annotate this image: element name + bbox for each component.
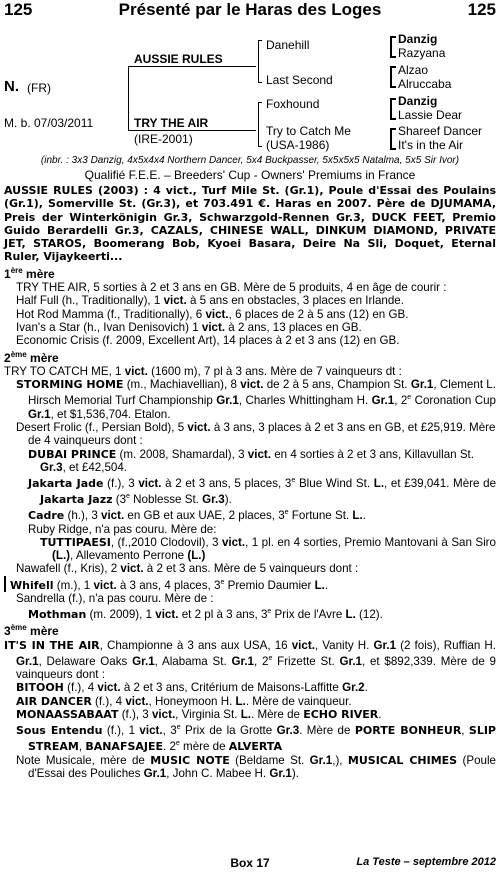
t: Gr.3 xyxy=(276,724,300,738)
page-footer xyxy=(4,856,496,870)
sire-name: AUSSIE RULES xyxy=(134,52,223,66)
t: (m. 2008, Shamardal), 3 xyxy=(116,447,248,461)
t: vict. xyxy=(97,681,121,695)
tuttipaesi xyxy=(4,536,496,563)
t: Frizette St. xyxy=(272,654,340,668)
monaassabaat xyxy=(4,708,496,721)
t: Whifell xyxy=(10,578,54,592)
t: , 1 pl. en 4 sorties, Premio Mantovani à San Siro xyxy=(245,535,496,549)
t: (m. 2009), 1 xyxy=(86,608,156,622)
dubai-prince xyxy=(4,448,496,475)
t: , et $892,339. Mère de 9 vainqueurs dont : xyxy=(16,654,496,682)
air-dancer xyxy=(4,695,496,708)
gp-4: Alruccaba xyxy=(398,77,452,91)
t: Gr.2 xyxy=(342,681,365,695)
t: vict. xyxy=(138,476,162,490)
t: MUSIC NOTE xyxy=(150,753,230,767)
t: Gr.1 xyxy=(339,654,362,668)
t: L. xyxy=(373,476,385,490)
t: e xyxy=(126,493,130,501)
t: L. xyxy=(345,608,356,622)
t: Gr.1 xyxy=(309,753,333,767)
t: (2 fois), Ruffian H. xyxy=(396,638,497,652)
dam-sire: Foxhound xyxy=(266,97,320,111)
t: DUBAI PRINCE xyxy=(28,447,117,461)
dam-dam-origin: (USA-1986) xyxy=(266,138,330,152)
t: e xyxy=(268,654,273,662)
t: (L.) xyxy=(187,549,206,563)
desert-frolic xyxy=(4,421,496,448)
sec-num: 3 xyxy=(4,624,11,639)
pedigree-table xyxy=(0,30,500,150)
t: Gr.1 xyxy=(132,654,155,668)
lot-number-left: 125 xyxy=(4,0,33,19)
t: e xyxy=(220,578,225,586)
t: Sous Entendu xyxy=(16,724,103,738)
t: , 6 places de 2 à 5 ans (12) en GB. xyxy=(228,307,409,321)
t: , 3 xyxy=(162,724,177,738)
t: (f.), 3 xyxy=(103,476,139,490)
t: , Clement L. Hirsch Memorial Turf Championship xyxy=(28,378,496,408)
t: Gr.1 xyxy=(231,654,254,668)
sec-sup: ère xyxy=(10,265,23,275)
horse-birth: M. b. 07/03/2011 xyxy=(4,116,94,130)
t: Jakarta Jade xyxy=(28,476,104,490)
sec-num: 2 xyxy=(4,350,11,365)
t: et 2 pl à 3 ans, 3 xyxy=(178,608,268,622)
t: (Poule d'Essai des Pouliches xyxy=(28,753,496,780)
t: e xyxy=(267,608,272,616)
t: BANAFSAJEE xyxy=(85,740,164,754)
t: vict. xyxy=(201,320,226,334)
t: ,), xyxy=(332,753,348,767)
t: STORMING HOME xyxy=(16,378,124,392)
t: TUTTIPAESI xyxy=(40,535,111,549)
t: vict. xyxy=(163,294,187,308)
t: e xyxy=(176,724,181,732)
t: en GB et aux UAE, 2 places, 3 xyxy=(124,509,285,523)
t: L. xyxy=(240,708,251,721)
t: Mothman xyxy=(28,608,87,622)
t: Blue Wind St. xyxy=(295,476,374,490)
t: vict. xyxy=(291,638,315,652)
t: Gr.3 xyxy=(40,460,63,474)
t: . xyxy=(364,681,368,695)
section-third-dam xyxy=(4,621,496,638)
dam-dam: Try to Catch Me xyxy=(266,124,351,138)
storming-home xyxy=(4,378,496,421)
line-dam xyxy=(128,130,256,131)
t: , Honeymoon H. xyxy=(148,694,236,708)
t: (1600 m), 7 pl à 3 ans. Mère de 7 vainqueurs dt : xyxy=(147,364,402,378)
bracket xyxy=(390,36,396,58)
bracket xyxy=(390,66,396,88)
t: , et £42,504. xyxy=(62,460,128,474)
t: MONAASSABAAT xyxy=(16,708,119,721)
t: (f.), 3 xyxy=(118,708,152,721)
gp-3: Alzao xyxy=(398,63,429,77)
t: Nawafell (f., Kris), 2 xyxy=(16,562,121,576)
sec-sup: ème xyxy=(10,623,27,633)
t: L. xyxy=(235,694,246,708)
section-second-dam xyxy=(4,348,496,365)
t: vict. xyxy=(247,447,271,461)
t: Gr.1 xyxy=(373,638,397,652)
t: , Allevamento Perrone xyxy=(70,549,188,563)
t: Gr.1 xyxy=(269,766,292,780)
t: . xyxy=(362,509,366,523)
t: (m.), 1 xyxy=(53,578,94,592)
t: (f.), 4 xyxy=(63,681,98,695)
t: SLIP STREAM xyxy=(28,724,496,754)
t: vict. xyxy=(187,420,211,434)
sale-location: La Teste – septembre 2012 xyxy=(356,856,496,868)
t: à 2 et 3 ans, 5 places, 3 xyxy=(161,476,292,490)
t: , Charles Whittingham H. xyxy=(238,394,372,408)
sous-entendu xyxy=(4,721,496,753)
line-joint xyxy=(128,66,129,130)
second-dam-intro xyxy=(4,365,496,378)
t: e xyxy=(291,477,296,485)
sandrella: Sandrella (f.), n'a pas couru. Mère de : xyxy=(16,591,214,605)
t: Fortune St. xyxy=(288,509,353,523)
t: vict. xyxy=(139,724,163,738)
gp-6: Lassie Dear xyxy=(398,108,463,122)
gp-1: Danzig xyxy=(398,32,438,46)
t: vict. xyxy=(120,562,144,576)
consignor-title: Présenté par le Haras des Loges xyxy=(118,0,382,19)
t: , 2 xyxy=(394,394,408,408)
t: , Virginia St. xyxy=(175,708,241,721)
t: (f.), 1 xyxy=(102,724,140,738)
inbreeding-note: (inbr. : 3x3 Danzig, 4x5x4x4 Northern Dancer, 5x4 Buckpasser, 5x5x5x5 Natalma, 5x5 Sir Ivor) xyxy=(40,155,460,166)
t: PORTE BONHEUR xyxy=(354,724,462,738)
t: Gr.1 xyxy=(16,654,39,668)
t: vict. xyxy=(101,509,125,523)
qualification-line: Qualifié F.E.E. – Breeders' Cup - Owners' Premiums in France xyxy=(84,168,416,182)
t: , et $1,536,704. Etalon. xyxy=(50,407,171,421)
t: vict. xyxy=(221,535,246,549)
t: , 2 xyxy=(254,654,269,668)
t: (f.), 4 xyxy=(91,694,126,708)
t: vict. xyxy=(155,608,179,622)
t: à 5 ans en obstacles, 3 places en Irlande. xyxy=(186,294,404,308)
gp-8: It's in the Air xyxy=(398,138,463,152)
gp-5: Danzig xyxy=(398,94,438,108)
section-first-dam xyxy=(4,264,496,281)
t: , John C. Mabee H. xyxy=(166,766,270,780)
sec-num: 1 xyxy=(4,266,11,281)
t: . Mère de xyxy=(251,708,304,721)
t: vict. xyxy=(125,694,149,708)
cadre xyxy=(4,506,496,522)
tick xyxy=(258,146,262,147)
t: Coronation Cup xyxy=(411,394,496,408)
gp-2: Razyana xyxy=(398,46,446,60)
bitooh xyxy=(4,681,496,694)
t: e xyxy=(175,740,180,748)
t: à 3 ans, 3 places à 2 et 3 ans en GB, et £25,919. Mère de 4 vainqueurs dont : xyxy=(28,420,496,448)
t: TRY TO CATCH ME, 1 xyxy=(4,364,125,378)
tick xyxy=(258,40,262,41)
t: . xyxy=(324,578,329,592)
t: . 2 xyxy=(163,740,176,754)
t: Gr.1 xyxy=(216,394,239,408)
t: à 2 et 3 ans, Critérium de Maisons-Laffitte xyxy=(120,681,343,695)
tick xyxy=(258,82,262,83)
sire-dam: Last Second xyxy=(266,73,333,87)
t: . xyxy=(378,708,382,721)
t: , xyxy=(78,740,86,754)
t: mère de xyxy=(179,740,229,754)
note-musicale xyxy=(4,754,496,781)
t: Desert Frolic (f., Persian Bold), 5 xyxy=(16,420,188,434)
t: Gr.3 xyxy=(202,493,225,507)
t: L. xyxy=(352,509,363,523)
t: , Championne à 3 ans aux USA, 16 xyxy=(99,638,292,652)
t: à 2 ans, 13 places en GB. xyxy=(225,320,362,334)
t: , (f.,2010 Clodovil), 3 xyxy=(110,535,222,549)
t: Half Full (h., Traditionally), 1 xyxy=(16,294,164,308)
jakarta-jade xyxy=(4,474,496,506)
t: , Alabama St. xyxy=(154,654,232,668)
t: , Delaware Oaks xyxy=(38,654,133,668)
sire-sire: Danehill xyxy=(266,38,310,52)
t: vict. xyxy=(93,578,117,592)
t: Prix de la Grotte xyxy=(180,724,277,738)
t: Noblesse St. xyxy=(129,493,203,507)
t: ECHO RIVER xyxy=(303,708,379,721)
line-sire xyxy=(128,66,256,67)
t: Ivan's a Star (h., Ivan Denisovich) 1 xyxy=(16,320,202,334)
line-dam-branch xyxy=(258,102,259,146)
t: (m., Machiavellian), 8 xyxy=(123,378,241,392)
box-number: Box 17 xyxy=(230,856,270,870)
t: , et £39,041. Mère de xyxy=(384,476,497,490)
t: (12). xyxy=(355,608,383,622)
produce-item xyxy=(4,321,496,334)
sec-sup: ème xyxy=(10,349,27,359)
sec-label: mère xyxy=(26,624,59,639)
t: ). xyxy=(291,766,299,780)
t: de 2 à 5 ans, Champion St. xyxy=(263,378,411,392)
page-header xyxy=(4,0,496,22)
tick xyxy=(258,102,262,103)
produce-item xyxy=(4,334,496,347)
t: Gr.1 xyxy=(371,394,395,408)
t: Cadre xyxy=(28,509,65,523)
lot-number-right: 125 xyxy=(467,0,496,19)
t: vict. xyxy=(205,307,229,321)
horse-initial: N. xyxy=(4,78,19,95)
gp-7: Shareef Dancer xyxy=(398,124,483,138)
sec-label: mère xyxy=(22,266,55,281)
t: (Beldame St. xyxy=(229,753,310,767)
t: Gr.1 xyxy=(410,378,434,392)
t: BITOOH xyxy=(16,681,64,695)
t: , xyxy=(461,724,469,738)
sec-label: mère xyxy=(26,350,59,365)
horse-country: (FR) xyxy=(27,81,51,95)
t: (3 xyxy=(112,493,127,507)
t: AIR DANCER xyxy=(16,694,92,708)
t: Premio Daumier xyxy=(224,578,315,592)
t: e xyxy=(407,394,412,402)
nawafell xyxy=(4,562,496,575)
t: , Vanity H. xyxy=(314,638,374,652)
t: Note Musicale, mère de xyxy=(16,753,151,767)
t: vict. xyxy=(240,378,264,392)
t: L. xyxy=(314,578,325,592)
its-in-the-air xyxy=(4,639,496,682)
t: Hot Rod Mamma (f., Traditionally), 6 xyxy=(16,307,206,321)
t: Gr.1 xyxy=(143,766,167,780)
line-sire-branch xyxy=(258,40,259,82)
dam-origin: (IRE-2001) xyxy=(134,132,193,146)
t: en 4 sorties à 2 et 3 ans, Killavullan St. xyxy=(270,447,474,461)
t: ). xyxy=(224,493,232,507)
t: (h.), 3 xyxy=(64,509,101,523)
produce-item xyxy=(4,308,496,321)
t: vict. xyxy=(124,364,148,378)
bracket xyxy=(390,128,396,150)
t: Jakarta Jazz xyxy=(40,493,113,507)
t: à 3 ans, 4 places, 3 xyxy=(116,578,221,592)
t: e xyxy=(284,509,289,517)
t: MUSICAL CHIMES xyxy=(347,753,458,767)
t: IT'S IN THE AIR xyxy=(4,638,100,652)
t: Economic Crisis (f. 2009, Excellent Art), 14 places à 2 et 3 ans (12) en GB. xyxy=(16,334,400,348)
whifell xyxy=(4,576,496,592)
first-dam-intro: TRY THE AIR, 5 sorties à 2 et 3 ans en GB. Mère de 5 produits, 4 en âge de courir : xyxy=(16,281,447,295)
dam-name: TRY THE AIR xyxy=(134,116,209,130)
pedigree-text xyxy=(4,184,496,780)
t: Prix de l'Avre xyxy=(271,608,346,622)
t: à 2 et 3 ans. Mère de 5 vainqueurs dont : xyxy=(143,562,359,576)
t: Gr.1 xyxy=(28,407,51,421)
produce-item xyxy=(4,294,496,307)
t: vict. xyxy=(151,708,176,721)
t: ALVERTA xyxy=(228,740,282,754)
t: (L.) xyxy=(52,549,71,563)
sire-summary: AUSSIE RULES (2003) : 4 vict., Turf Mile St. (Gr.1), Poule d'Essai des Poulains (Gr.1), Somerville St. (Gr.3), et 703.491 €. Haras en 2007. Père de DJUMAMA, Preis der Winterkönigin Gr.3, Schwarzgold-Rennen Gr.3, DUCK FEET, Premio Guido Berardelli Gr.3, CAZALS, CHINESE WALL, DINKUM DIAMOND, PRIVATE JET, STAROS, Boomerang Bob, Kyoei Basara, Deire Na Sli, Doquet, Eternal Ruler, Vijaykeerti... xyxy=(4,184,496,264)
bracket xyxy=(390,98,396,120)
ruby-ridge: Ruby Ridge, n'a pas couru. Mère de: xyxy=(28,522,217,536)
mothman xyxy=(4,605,496,621)
t: . Mère de xyxy=(299,724,355,738)
t: . Mère de vainqueur. xyxy=(245,694,352,708)
